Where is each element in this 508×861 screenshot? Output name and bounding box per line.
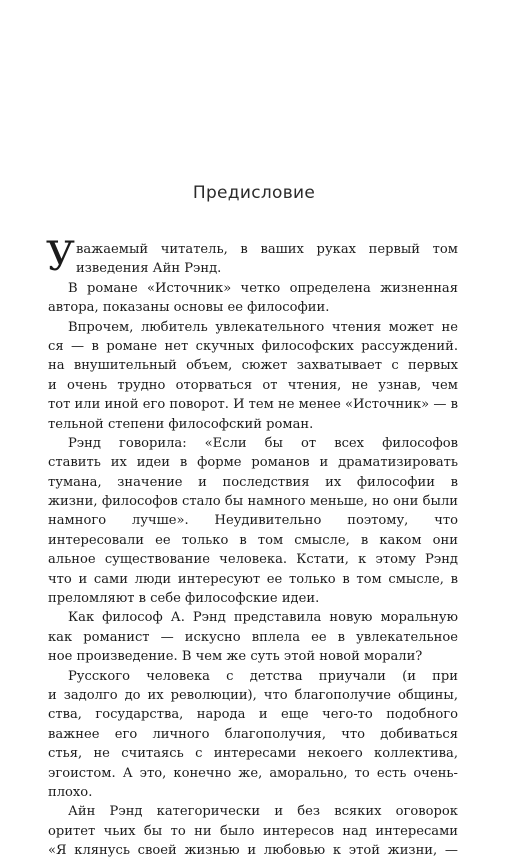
text-line: и задолго до их революции), что благополучие общины, — [48, 687, 458, 703]
text-line: эгоистом. А это, конечно же, аморально, то есть очень- — [48, 765, 458, 781]
text-line: тумана, значение и последствия их философии в — [48, 474, 458, 490]
text-line: Как философ А. Рэнд представила новую моральную — [68, 610, 458, 626]
text-body — [46, 234, 458, 861]
text-line: что и сами люди интересуют ее только в том смысле, в — [48, 571, 458, 587]
text-line: тот или иной его поворот. И тем не менее «Источник» — в — [48, 397, 458, 413]
paragraph-lines — [48, 279, 458, 861]
text-line: интересовали ее только в том смысле, в каком они — [48, 532, 458, 548]
page-title: Предисловие — [192, 183, 316, 203]
text-line: на внушительный объем, сюжет захватывает с первых — [48, 358, 458, 374]
text-line: важаемый читатель, в ваших руках первый том — [76, 242, 458, 257]
text-line: Впрочем, любитель увлекательного чтения может не — [68, 319, 458, 335]
text-line: плохо. — [48, 784, 93, 800]
text-line: автора, показаны основы ее философии. — [48, 300, 330, 316]
text-line: Русского человека с детства приучали (и при — [68, 668, 458, 684]
text-line: Рэнд говорила: «Если бы от всех философов — [68, 435, 458, 451]
text-line: как романист — искусно вплела ее в увлекательное — [48, 629, 458, 645]
text-line: преломляют в себе философские идеи. — [48, 591, 320, 607]
text-line: ное произведение. В чем же суть этой новой морали? — [48, 649, 423, 665]
text-line: оритет чьих бы то ни было интересов над интересами — [48, 823, 458, 839]
text-line: ставить их идеи в форме романов и драматизировать — [48, 455, 458, 471]
text-line: ся — в романе нет скучных философских рассуждений. — [48, 338, 458, 354]
text-line: альное существование человека. Кстати, к этому Рэнд — [48, 552, 458, 568]
text-line: изведения Айн Рэнд. — [76, 261, 222, 277]
text-line: «Я клянусь своей жизнью и любовью к этой жизни, — — [48, 843, 458, 859]
opening-paragraph — [46, 234, 458, 280]
text-line: В романе «Источник» четко определена жизненная — [68, 280, 458, 296]
text-line: Айн Рэнд категорически и без всяких оговорок — [68, 804, 458, 820]
text-line: намного лучше». Неудивительно поэтому, что — [48, 513, 458, 529]
text-line: жизни, философов стало бы намного меньше, но они были — [48, 494, 458, 510]
text-line: и очень трудно оторваться от чтения, не узнав, чем — [48, 377, 458, 393]
text-line: тельной степени философский роман. — [48, 416, 314, 432]
text-line: важнее его личного благополучия, что добиваться — [48, 726, 458, 742]
drop-cap: У — [46, 234, 75, 280]
text-line: стья, не считаясь с интересами некоего коллектива, — [48, 746, 458, 762]
text-line: ства, государства, народа и еще чего-то подобного — [48, 707, 458, 723]
